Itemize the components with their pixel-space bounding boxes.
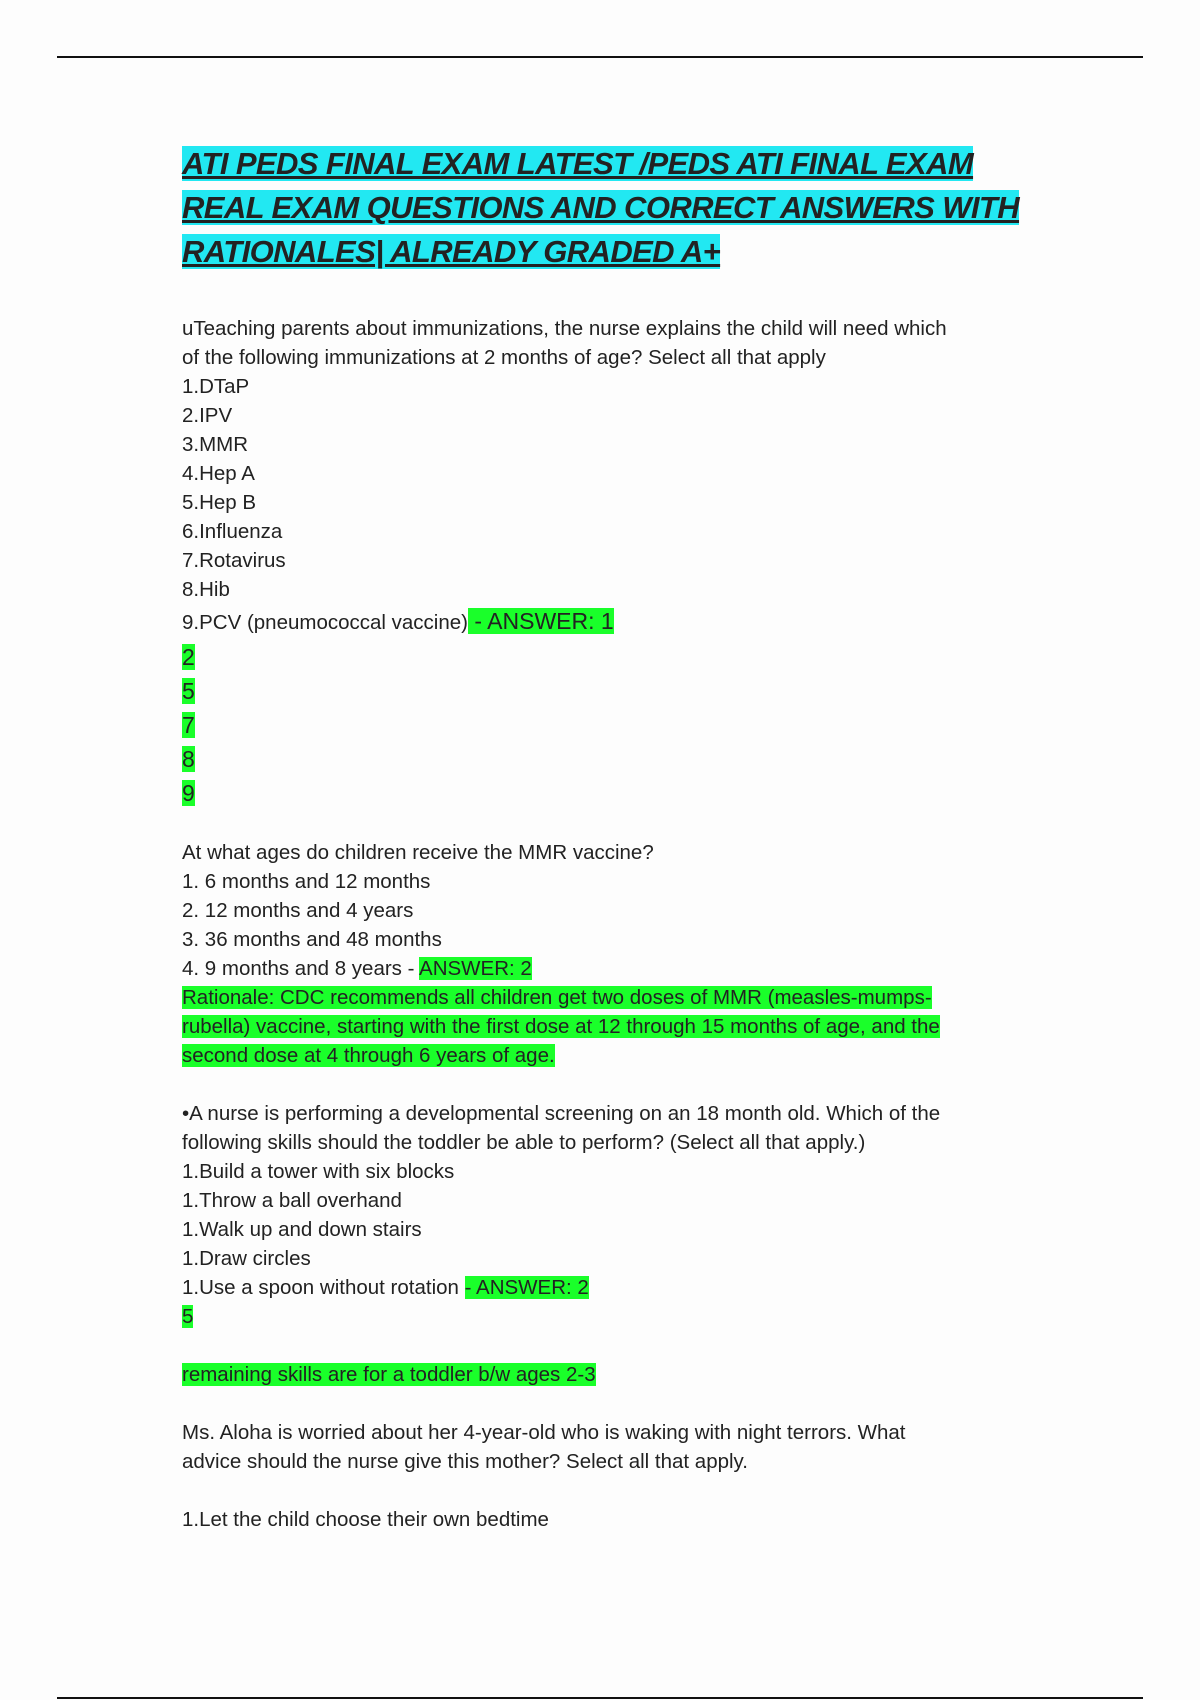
answer-highlight: ANSWER: 2 (419, 957, 532, 980)
rationale-line: second dose at 4 through 6 years of age. (182, 1044, 555, 1067)
answer-highlight: - ANSWER: 1 (468, 608, 614, 634)
rationale-line: rubella) vaccine, starting with the first dose at 12 through 15 months of age, and the (182, 1015, 940, 1038)
question-4-stem: Ms. Aloha is worried about her 4-year-old who is waking with night terrors. What (182, 1421, 906, 1444)
question-2-stem: At what ages do children receive the MMR vaccine? (182, 841, 654, 864)
document-title (182, 142, 1032, 274)
answer-value: 5 (182, 1305, 194, 1328)
option: 4.Hep A (182, 462, 255, 485)
option: 3. 36 months and 48 months (182, 928, 442, 951)
question-3-stem: •A nurse is performing a developmental screening on an 18 month old. Which of the (182, 1102, 941, 1125)
option: 6.Influenza (182, 520, 283, 543)
title-line-1: ATI PEDS FINAL EXAM LATEST /PEDS ATI FINAL EXAM (182, 146, 974, 181)
answer-value: 8 (182, 746, 195, 772)
question-3-stem: following skills should the toddler be able to perform? (Select all that apply.) (182, 1131, 866, 1154)
answer-value: 2 (182, 644, 195, 670)
option: 2.IPV (182, 404, 233, 427)
question-1-stem: of the following immunizations at 2 months of age? Select all that apply (182, 346, 826, 369)
rationale-line: Rationale: CDC recommends all children get two doses of MMR (measles-mumps- (182, 986, 932, 1009)
answer-highlight: - ANSWER: 2 (464, 1276, 589, 1299)
document-page (182, 142, 1032, 1534)
answer-value: 5 (182, 678, 195, 704)
question-3 (182, 1099, 1032, 1389)
question-4 (182, 1418, 1032, 1534)
option: 1. 6 months and 12 months (182, 870, 431, 893)
answer-value: 7 (182, 712, 195, 738)
option: 1.Throw a ball overhand (182, 1189, 402, 1212)
option: 1.Draw circles (182, 1247, 311, 1270)
answer-value: 9 (182, 780, 195, 806)
option: 3.MMR (182, 433, 249, 456)
title-line-3: RATIONALES| ALREADY GRADED A+ (182, 234, 721, 269)
question-1-stem: uTeaching parents about immunizations, the nurse explains the child will need which (182, 317, 947, 340)
option: 1.Use a spoon without rotation (182, 1276, 465, 1299)
answer-note: remaining skills are for a toddler b/w ages 2-3 (182, 1363, 596, 1386)
option: 1.Walk up and down stairs (182, 1218, 422, 1241)
question-1 (182, 314, 1032, 810)
option: 5.Hep B (182, 491, 257, 514)
footer-rule (57, 1697, 1143, 1699)
option: 4. 9 months and 8 years - (182, 957, 420, 980)
option: 7.Rotavirus (182, 549, 286, 572)
question-4-stem: advice should the nurse give this mother? Select all that apply. (182, 1450, 748, 1473)
header-rule (57, 56, 1143, 58)
option: 8.Hib (182, 578, 230, 601)
option: 1.Build a tower with six blocks (182, 1160, 455, 1183)
option: 9.PCV (pneumococcal vaccine) (182, 611, 468, 634)
option: 1.Let the child choose their own bedtime (182, 1508, 549, 1531)
question-2 (182, 838, 1032, 1070)
option: 1.DTaP (182, 375, 250, 398)
option: 2. 12 months and 4 years (182, 899, 414, 922)
title-line-2: REAL EXAM QUESTIONS AND CORRECT ANSWERS WITH (182, 190, 1020, 225)
